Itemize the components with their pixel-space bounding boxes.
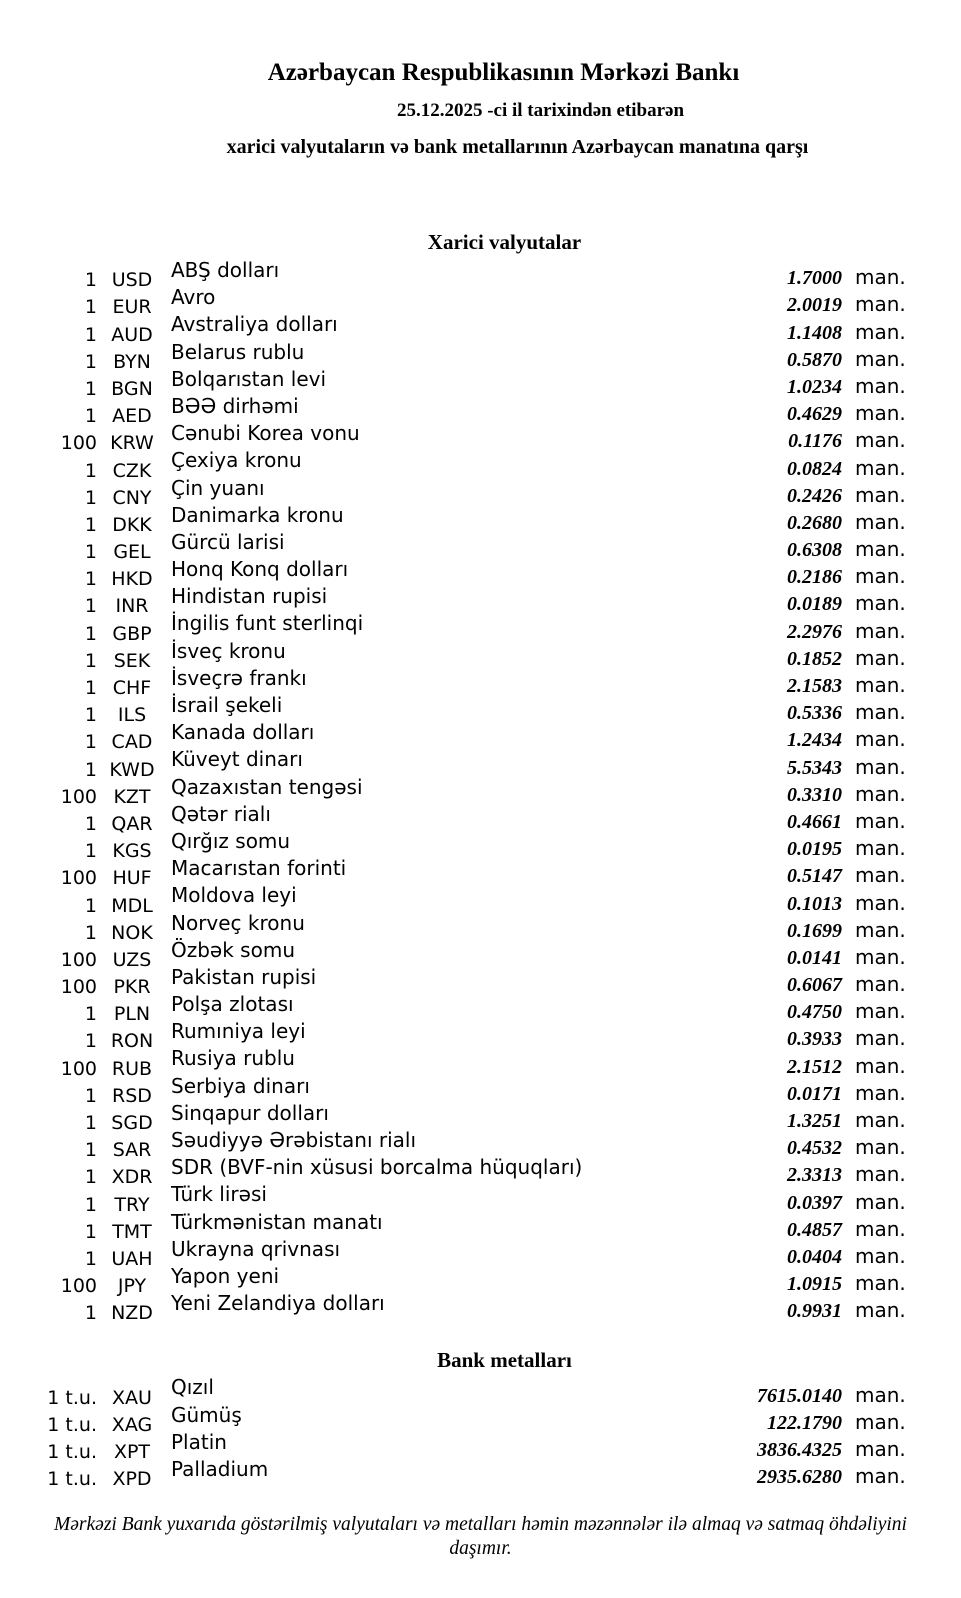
rate-value: 0.5336 [787,702,842,725]
rate-value: 0.9931 [787,1300,842,1323]
currency-row [40,393,907,428]
currency-name: Özbək somu [171,937,295,962]
quantity-value: 1 [84,812,97,835]
manat-unit-label: man. [855,999,906,1024]
currency-code: AED [112,405,152,428]
rate-value: 0.1176 [788,430,842,453]
rate-value: 0.4661 [787,810,842,833]
currency-row [40,991,907,1026]
currency-row [40,610,907,645]
manat-unit-label: man. [855,1080,906,1105]
manat-unit-label: man. [855,401,906,426]
rate-value: 0.2680 [787,511,842,534]
currency-name: Sinqapur dolları [171,1100,329,1125]
rate-value: 1.2434 [787,729,842,752]
currency-name: Avro [171,285,216,310]
manat-unit-label: man. [855,537,906,562]
currency-code: KZT [113,785,151,808]
currency-name: Pakistan rupisi [171,964,317,989]
currency-code: SGD [111,1112,153,1135]
rate-value: 2.2976 [787,620,842,643]
currency-name: İngilis funt sterlinqi [171,611,364,636]
currency-name: Gürcü larisi [171,529,285,554]
manat-unit-label: man. [855,863,906,888]
manat-unit-label: man. [855,944,906,969]
rate-value: 2.0019 [787,294,842,317]
manat-unit-label: man. [855,373,906,398]
manat-unit-label: man. [855,455,906,480]
currency-name: İsveç kronu [171,638,286,663]
quantity-value: 1 [84,894,97,917]
manat-unit-label: man. [855,428,906,453]
metal-section-title: Bank metalları [437,1348,572,1373]
currency-name: Belarus rublu [171,339,305,364]
quantity-value: 1 [84,595,97,618]
disclaimer-text: Mərkəzi Bank yuxarıda göstərilmiş valyutaları və metalları həmin məzənnələr ilə almaq və satmaq öhdəliyini daşımır. [54,1514,907,1560]
manat-unit-label: man. [855,1271,906,1296]
currency-code: CHF [112,677,152,700]
rate-value: 0.4629 [787,403,842,426]
currency-name: Küveyt dinarı [171,747,303,772]
currency-row [40,1045,907,1080]
currency-code: USD [111,269,153,292]
manat-unit-label: man. [855,591,906,616]
currency-name: Qızıl [171,1375,214,1400]
manat-unit-label: man. [855,482,906,507]
quantity-value: 1 [84,377,97,400]
currency-row [40,1154,907,1189]
metal-row [40,1374,907,1409]
quantity-value: 1 [84,1003,97,1026]
manat-unit-label: man. [855,292,906,317]
metal-row [40,1402,907,1436]
page-subtitle: xarici valyutaların və bank metallarının Azərbaycan manatına qarşı [226,136,809,158]
rate-value: 0.1013 [787,892,842,915]
quantity-value: 1 [84,1247,97,1270]
rate-value: 0.5147 [787,865,842,888]
quantity-value: 1 [84,459,97,482]
quantity-value: 1 [84,296,97,319]
quantity-value: 1 [84,921,97,944]
currency-name: ABŞ dolları [171,258,280,282]
currency-row [40,746,907,781]
currency-code: RUB [111,1057,153,1080]
currency-code: TRY [114,1193,150,1216]
rate-value: 3836.4325 [757,1438,842,1461]
currency-name: Çexiya kronu [171,448,302,473]
manat-unit-label: man. [855,1053,906,1078]
currency-row [40,638,907,672]
currency-row [40,1181,907,1216]
quantity-value: 1 [84,350,97,373]
quantity-value: 1 [84,1112,97,1135]
quantity-value: 1 [84,1084,97,1107]
rate-value: 0.5870 [787,348,842,371]
currency-code: KRW [110,432,154,455]
currency-name: Macarıstan forinti [171,856,347,881]
currency-name: Palladium [171,1456,269,1481]
currency-name: Avstraliya dolları [171,312,338,337]
quantity-value: 1 [84,1193,97,1216]
manat-unit-label: man. [855,673,906,698]
currency-code: KWD [109,758,155,781]
currency-row [40,855,907,890]
currency-name: Kanada dolları [171,720,315,745]
quantity-value: 1 [84,649,97,672]
currency-name: Danimarka kronu [171,502,344,527]
currency-section-title: Xarici valyutalar [427,230,582,254]
rate-value: 0.3310 [787,783,842,806]
currency-row [40,284,907,319]
currency-row [40,1263,907,1298]
manat-unit-label: man. [855,972,906,997]
currency-code: QAR [111,812,153,835]
currency-code: INR [115,595,149,618]
metal-table [0,1374,961,1491]
quantity-value: 1 [84,1302,97,1325]
currency-row [40,529,907,564]
currency-row [40,1018,907,1053]
quantity-value: 1 [84,323,97,346]
currency-code: RSD [112,1084,152,1107]
currency-row [40,828,907,863]
manat-unit-label: man. [855,917,906,942]
currency-code: DKK [112,513,152,536]
currency-code: GBP [112,622,152,645]
currency-row [40,366,907,400]
currency-code: CAD [111,731,153,754]
quantity-value: 1 t.u. [47,1440,97,1463]
currency-name: Qazaxıstan tengəsi [171,774,363,799]
currency-row [40,1127,907,1162]
quantity-value: 1 [84,1166,97,1189]
currency-row [40,1290,907,1325]
rate-value: 2.1512 [787,1055,842,1078]
currency-code: NOK [111,921,153,944]
quantity-value: 100 [60,976,97,999]
currency-row [40,556,907,591]
currency-name: Cənubi Korea vonu [171,421,360,446]
rate-value: 2.1583 [787,675,842,698]
manat-unit-label: man. [855,836,906,861]
quantity-value: 1 [84,840,97,863]
manat-unit-label: man. [855,1436,906,1461]
currency-name: BƏƏ dirhəmi [171,393,299,418]
currency-name: SDR (BVF-nin xüsusi borcalma hüquqları) [171,1155,583,1180]
currency-name: Platin [171,1429,227,1454]
currency-code: XAG [111,1413,153,1436]
rate-value: 0.0195 [787,838,842,861]
rate-value: 0.0171 [787,1082,842,1105]
currency-row [40,665,907,700]
currency-code: CNY [112,486,152,509]
manat-unit-label: man. [855,564,906,589]
currency-row [40,882,907,917]
manat-unit-label: man. [855,265,906,290]
quantity-value: 1 [84,704,97,727]
rate-value: 0.0141 [787,946,842,969]
rate-value: 1.7000 [787,267,842,290]
quantity-value: 1 [84,731,97,754]
manat-unit-label: man. [855,890,906,915]
manat-unit-label: man. [855,319,906,344]
currency-row [40,502,907,536]
quantity-value: 100 [60,432,97,455]
quantity-value: 1 [84,568,97,591]
manat-unit-label: man. [855,346,906,371]
manat-unit-label: man. [855,1189,906,1214]
currency-code: XPT [113,1440,151,1463]
currency-code: HKD [111,568,153,591]
quantity-value: 1 [84,269,97,292]
currency-row [40,447,907,482]
currency-code: PLN [113,1003,151,1026]
currency-row [40,801,907,835]
currency-code: BYN [113,350,151,373]
rate-value: 0.1852 [787,647,842,670]
rate-value: 0.0397 [787,1191,842,1214]
currency-name: Rusiya rublu [171,1046,295,1071]
rate-value: 0.0189 [787,593,842,616]
rate-value: 2935.6280 [757,1466,842,1489]
quantity-value: 100 [60,1057,97,1080]
currency-name: Ukrayna qrivnası [171,1236,341,1261]
quantity-value: 100 [60,785,97,808]
currency-row [40,311,907,346]
currency-row [40,1100,907,1135]
rate-value: 2.3313 [787,1164,842,1187]
currency-name: Türk lirəsi [171,1182,267,1207]
currency-name: Norveç kronu [171,910,305,935]
currency-code: CZK [112,459,152,482]
quantity-value: 1 [84,622,97,645]
effective-date-line: 25.12.2025 -ci il tarixindən etibarən [396,100,685,121]
rate-value: 1.0915 [787,1273,842,1296]
currency-row [40,937,907,971]
rate-value: 0.0404 [787,1245,842,1268]
manat-unit-label: man. [855,1382,906,1407]
currency-name: Moldova leyi [171,883,297,908]
rate-value: 122.1790 [767,1411,842,1434]
rate-value: 7615.0140 [757,1384,842,1407]
rate-value: 0.2186 [787,566,842,589]
rate-value: 0.3933 [787,1028,842,1051]
currency-row [40,964,907,999]
quantity-value: 1 t.u. [47,1468,97,1491]
currency-name: Səudiyyə Ərəbistanı rialı [171,1128,417,1152]
currency-name: Çin yuanı [171,475,265,500]
manat-unit-label: man. [855,1216,906,1241]
currency-name: İsveçrə frankı [171,665,307,690]
manat-unit-label: man. [855,1108,906,1133]
currency-row [40,910,907,944]
quantity-value: 100 [60,1275,97,1298]
manat-unit-label: man. [855,1162,906,1187]
quantity-value: 1 t.u. [47,1413,97,1436]
currency-name: Rumıniya leyi [171,1019,306,1044]
manat-unit-label: man. [855,1298,906,1323]
currency-name: Yeni Zelandiya dolları [171,1291,385,1316]
currency-code: NZD [111,1302,153,1325]
currency-name: Serbiya dinarı [171,1073,310,1098]
manat-unit-label: man. [855,1243,906,1268]
quantity-value: 1 [84,541,97,564]
quantity-value: 1 [84,758,97,781]
currency-name: Yapon yeni [171,1263,280,1288]
rate-value: 5.5343 [787,756,842,779]
rate-value: 0.4857 [787,1218,842,1241]
rate-value: 0.6308 [787,539,842,562]
currency-code: SAR [112,1139,152,1162]
currency-name: Türkmənistan manatı [171,1209,383,1234]
currency-code: JPY [117,1275,147,1298]
currency-row [40,774,907,808]
currency-row [40,1236,907,1270]
currency-code: UAH [111,1247,153,1270]
currency-code: XPD [112,1468,152,1491]
currency-code: ILS [117,704,147,727]
rate-value: 0.4750 [787,1001,842,1024]
metal-row [40,1429,907,1463]
manat-unit-label: man. [855,1135,906,1160]
manat-unit-label: man. [855,645,906,670]
quantity-value: 1 [84,1220,97,1243]
manat-unit-label: man. [855,618,906,643]
currency-code: AUD [111,323,153,346]
rate-value: 0.4532 [787,1137,842,1160]
currency-row [40,1209,907,1243]
currency-code: MDL [111,894,153,917]
currency-row [40,475,907,509]
manat-unit-label: man. [855,700,906,725]
currency-code: EUR [112,296,152,319]
currency-name: Hindistan rupisi [171,584,328,609]
quantity-value: 1 [84,1030,97,1053]
rate-value: 0.6067 [787,974,842,997]
currency-name: Bolqarıstan levi [171,366,327,391]
quantity-value: 1 t.u. [47,1386,97,1409]
quantity-value: 1 [84,486,97,509]
currency-code: RON [110,1030,154,1053]
currency-name: Honq Konq dolları [171,557,349,582]
rate-value: 1.0234 [787,375,842,398]
currency-name: Gümüş [171,1402,242,1427]
currency-name: Qətər rialı [171,801,271,826]
currency-code: SEK [113,649,151,672]
currency-name: İsrail şekeli [171,693,283,717]
rate-value: 0.0824 [787,457,842,480]
currency-row [40,1073,907,1107]
currency-row [40,583,907,618]
quantity-value: 100 [60,948,97,971]
currency-code: BGN [111,377,153,400]
quantity-value: 1 [84,1139,97,1162]
rate-value: 0.1699 [787,919,842,942]
currency-row [40,692,907,727]
currency-code: HUF [112,867,152,890]
currency-code: XDR [111,1166,153,1189]
currency-row [40,339,907,373]
rate-value: 0.2426 [787,484,842,507]
manat-unit-label: man. [855,1464,906,1489]
currency-code: TMT [112,1220,152,1243]
currency-code: GEL [113,541,151,564]
page-title: Azərbaycan Respublikasının Mərkəzi Bankı [267,59,740,86]
quantity-value: 1 [84,677,97,700]
manat-unit-label: man. [855,781,906,806]
currency-name: Qırğız somu [171,828,291,853]
currency-code: KGS [112,840,152,863]
manat-unit-label: man. [855,1026,906,1051]
currency-row [40,719,907,754]
rate-value: 1.1408 [787,321,842,344]
currency-name: Polşa zlotası [171,992,294,1017]
currency-code: PKR [113,976,151,999]
quantity-value: 1 [84,405,97,428]
quantity-value: 100 [60,867,97,890]
currency-row [40,257,907,292]
currency-row [40,420,907,455]
currency-table [0,257,961,1325]
currency-code: UZS [112,948,152,971]
currency-code: XAU [112,1386,152,1409]
manat-unit-label: man. [855,727,906,752]
manat-unit-label: man. [855,808,906,833]
quantity-value: 1 [84,513,97,536]
rate-value: 1.3251 [787,1110,842,1133]
metal-row [40,1456,907,1491]
manat-unit-label: man. [855,754,906,779]
manat-unit-label: man. [855,1409,906,1434]
manat-unit-label: man. [855,509,906,534]
